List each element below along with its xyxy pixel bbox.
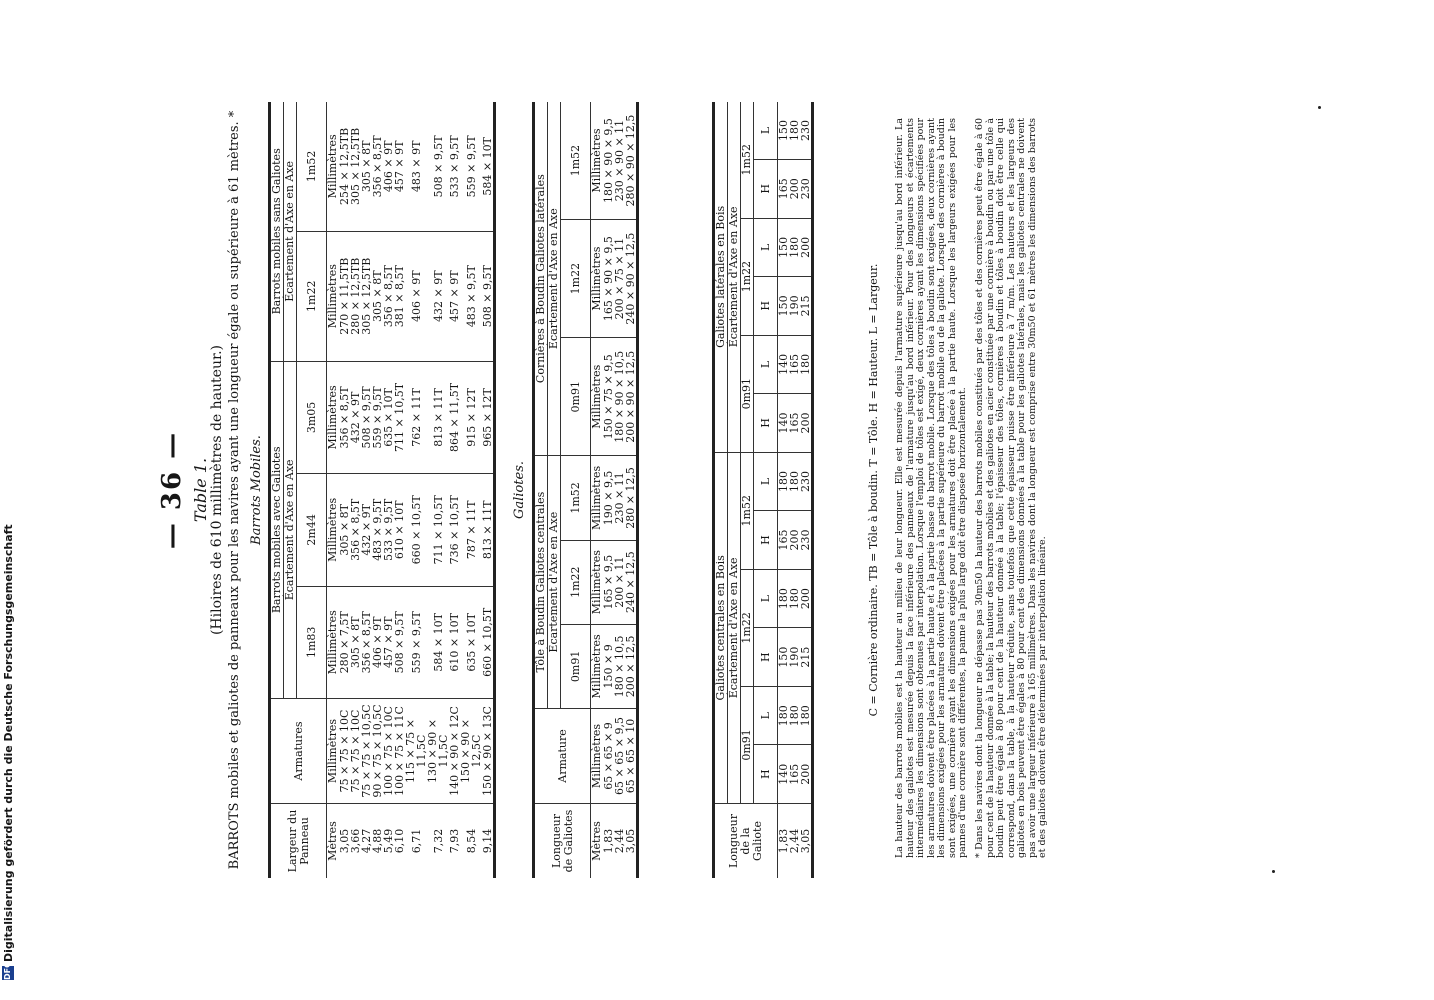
- table-cell: 230: [800, 511, 813, 570]
- hl-header-row: [754, 102, 778, 878]
- sub-1m52: 1m52: [561, 456, 591, 540]
- header-l: L: [754, 569, 778, 628]
- legend: C = Cornière ordinaire. TB = Tôle à boudin. T = Tôle. H = Hauteur. L = Largeur.: [867, 263, 880, 717]
- table-cell: 280 × 12,5TB: [350, 231, 361, 361]
- sub-1m52: 1m52: [561, 102, 591, 220]
- table-cell: 736 × 10,5T: [449, 474, 460, 586]
- unit-mm: Millimètres: [327, 361, 340, 473]
- table-cell: 280 × 7,5T: [339, 586, 350, 698]
- table-cell: 483 × 9,5T: [372, 474, 383, 586]
- table-cell: 533 × 9,5T: [449, 102, 460, 231]
- table-cell: 190: [789, 628, 800, 687]
- table-cell: 230: [800, 159, 813, 218]
- table-cell: 150: [778, 218, 790, 277]
- table-cell: 200 × 90 × 12,5: [625, 338, 638, 456]
- ecartement-tole: Écartement d'Axe en Axe: [548, 456, 561, 709]
- table-cell: 190: [789, 277, 800, 336]
- header-l: L: [754, 102, 778, 159]
- group-laterales: Galiotes latérales en Bois: [714, 102, 728, 452]
- col-armature: Armature: [534, 709, 591, 804]
- group-sans-galiotes: Barrots mobiles sans Galiotes: [270, 102, 284, 361]
- table-cell: 150 × 90 × 13C: [482, 699, 495, 804]
- table-cell: 180: [789, 218, 800, 277]
- table-cell: 140: [778, 745, 790, 804]
- table-cell: 140: [778, 394, 790, 453]
- table-cell: 660 × 10,5T: [405, 474, 427, 586]
- speck-dot: [1272, 870, 1275, 873]
- table-cell: 180: [789, 452, 800, 511]
- sidebar-text: Digitalisierung gefördert durch die Deutsche Forschungsgemeinschaft: [2, 524, 15, 962]
- table-cell: 215: [800, 628, 813, 687]
- table-cell: 270 × 11,5TB: [339, 231, 350, 361]
- galiotes-bois-body: [778, 102, 813, 878]
- sub-1m22: 1m22: [561, 540, 591, 624]
- table-cell: 406 × 9T: [372, 586, 383, 698]
- sub-3m05: 3m05: [297, 361, 327, 473]
- page-number: — 36 —: [157, 430, 187, 550]
- sub-0m91: 0m91: [741, 335, 754, 452]
- table-subtitle: (Hiloires de 610 millimètres de hauteur.): [209, 344, 225, 636]
- unit-mm: Millimètres: [591, 624, 604, 708]
- table-cell: 915 × 12T: [460, 361, 482, 473]
- table-title: Table 1.: [191, 457, 210, 523]
- table-cell: 4,88: [371, 828, 384, 854]
- header-l: L: [754, 335, 778, 394]
- table-cell: 140: [778, 335, 790, 394]
- ecartement-sans: Écartement d'Axe en Axe: [284, 102, 297, 361]
- unit-mm: Millimètres: [591, 456, 604, 540]
- unit-metres: Mètres: [326, 821, 339, 861]
- table-cell: 5,49: [382, 828, 395, 854]
- table-cell: 165: [789, 745, 800, 804]
- table-cell: 305 × 8T: [372, 231, 383, 361]
- table-cell: 406 × 9T: [383, 102, 394, 231]
- table-cell: 3,05: [799, 828, 812, 854]
- col-armatures: Armatures: [270, 699, 327, 804]
- header-l: L: [754, 686, 778, 745]
- table-cell: 100 × 75 × 10C: [383, 699, 394, 804]
- table-cell: 75 × 75 × 10C: [350, 699, 361, 804]
- table-cell: 65 × 65 × 9,5: [614, 709, 625, 804]
- dfg-logo-icon: DFG: [3, 961, 12, 980]
- sub-1m52: 1m52: [297, 102, 327, 231]
- sub-1m52: 1m52: [741, 452, 754, 569]
- table-cell: 100 × 75 × 11C: [394, 699, 405, 804]
- table-cell: 150: [778, 277, 790, 336]
- table-cell: 200: [789, 159, 800, 218]
- table-cell: 406 × 9T: [405, 231, 427, 361]
- table-cell: 200: [800, 218, 813, 277]
- table-cell: 165 × 9,5: [603, 540, 614, 624]
- table-cell: 200 × 75 × 11: [614, 220, 625, 338]
- sub-1m83: 1m83: [297, 586, 327, 698]
- table-cell: 965 × 12T: [482, 361, 495, 473]
- table-cell: 813 × 11T: [482, 474, 495, 586]
- unit-mm: Millimètres: [591, 709, 604, 804]
- header-h: H: [754, 394, 778, 453]
- ecartement-avec: Écartement d'Axe en Axe: [284, 361, 297, 698]
- table-cell: 180 × 90 × 9,5: [603, 102, 614, 220]
- table-cell: 215: [800, 277, 813, 336]
- header-l: L: [754, 218, 778, 277]
- main-title: BARROTS mobiles et galiotes de panneaux pour les navires ayant une longueur égale ou supérieure à 61 mètres. *: [227, 110, 242, 870]
- table-cell: 230: [800, 102, 813, 159]
- unit-mm: Millimètres: [591, 540, 604, 624]
- table-cell: 356 × 8,5T: [383, 231, 394, 361]
- table-cell: 6,10: [393, 828, 406, 854]
- table-cell: 200 × 12,5: [625, 624, 638, 708]
- sub-2m44: 2m44: [297, 474, 327, 586]
- speck-dot: [1318, 106, 1321, 109]
- table-cell: 200 × 11: [614, 540, 625, 624]
- table-cell: 280 × 90 × 12,5: [625, 102, 638, 220]
- table-cell: 635 × 10T: [460, 586, 482, 698]
- table-cell: 483 × 9T: [405, 102, 427, 231]
- table-cell: 762 × 11T: [405, 361, 427, 473]
- col-longueur-galiote: Longueur de la Galiote: [727, 814, 764, 868]
- col-longueur: Longueur de Galiotes: [549, 809, 575, 873]
- table-cell: 9,14: [481, 828, 494, 854]
- table-cell: 508 × 9,5T: [394, 586, 405, 698]
- table-cell: 230: [800, 452, 813, 511]
- sub-0m91: 0m91: [741, 686, 754, 803]
- table-cell: 165 × 90 × 9,5: [603, 220, 614, 338]
- table-cell: 660 × 10,5T: [482, 586, 495, 698]
- table-cell: 115 × 75 × 11,5C: [405, 699, 427, 804]
- barrots-table: [268, 102, 496, 878]
- unit-mm: Millimètres: [327, 102, 340, 231]
- table-cell: 240 × 12,5: [625, 540, 638, 624]
- table-cell: 165: [789, 394, 800, 453]
- table-cell: 180: [778, 452, 790, 511]
- table-cell: 6,71: [409, 828, 423, 854]
- table-cell: 432 × 9T: [361, 474, 372, 586]
- header-l: L: [754, 452, 778, 511]
- table-cell: 432 × 9T: [427, 231, 449, 361]
- table-cell: 8,54: [464, 828, 478, 854]
- table-cell: 240 × 90 × 12,5: [625, 220, 638, 338]
- table-cell: 180: [789, 569, 800, 628]
- group-corn: Cornières à Boudin Galiotes latérales: [534, 102, 548, 456]
- table-cell: 787 × 11T: [460, 474, 482, 586]
- table-cell: 4,27: [360, 828, 373, 854]
- table-cell: 305 × 8T: [361, 102, 372, 231]
- table-cell: 1,83: [777, 828, 790, 854]
- header-h: H: [754, 628, 778, 687]
- table-cell: 3,66: [349, 828, 362, 854]
- table-cell: 610 × 10T: [449, 586, 460, 698]
- table-cell: 7,32: [431, 828, 445, 854]
- table-cell: 150 × 9: [603, 624, 614, 708]
- table-row: [800, 102, 813, 878]
- table-cell: 864 × 11,5T: [449, 361, 460, 473]
- table-cell: 65 × 65 × 10: [625, 709, 638, 804]
- table-cell: 2,44: [613, 828, 626, 854]
- table-cell: 2,44: [788, 828, 801, 854]
- unit-mm: Millimètres: [591, 220, 604, 338]
- table-cell: 200: [800, 569, 813, 628]
- table-cell: 610 × 10T: [394, 474, 405, 586]
- table-cell: 305 × 8T: [350, 586, 361, 698]
- table-cell: 254 × 12,5TB: [339, 102, 350, 231]
- unit-mm: Millimètres: [327, 231, 340, 361]
- rotated-page: [157, 102, 1433, 878]
- table-cell: 1,83: [602, 828, 615, 854]
- table-cell: 180: [800, 335, 813, 394]
- table-cell: 432 × 9T: [350, 361, 361, 473]
- table-cell: 130 × 90 × 11,5C: [427, 699, 449, 804]
- table-cell: 190 × 9,5: [603, 456, 614, 540]
- ecartement-corn: Écartement d'Axe en Axe: [548, 102, 561, 456]
- table-cell: 559 × 9,5T: [405, 586, 427, 698]
- ecartement-centrales: Écartement d'Axe en Axe: [728, 452, 741, 803]
- sub-1m22: 1m22: [741, 569, 754, 686]
- section-barrots: Barrots Mobiles.: [249, 435, 264, 545]
- galiotes-metal-body: [603, 102, 638, 878]
- table-cell: 508 × 9,5T: [361, 361, 372, 473]
- table-cell: 457 × 9T: [394, 102, 405, 231]
- table-cell: 813 × 11T: [427, 361, 449, 473]
- galiotes-bois-table: [712, 102, 814, 878]
- table-cell: 711 × 10,5T: [394, 361, 405, 473]
- col-largeur: Largeur du Panneau: [285, 809, 311, 873]
- table-cell: 457 × 9T: [383, 586, 394, 698]
- unit-metres: Mètres: [590, 821, 603, 861]
- table-cell: 559 × 9,5T: [460, 102, 482, 231]
- note-asterisk: * Dans les navires dont la longueur ne dépasse pas 30m50 la hauteur des barrots mobiles constitués par des tôles et des cornières peut être égale à 60 pour cent de la hauteur donnée à la table; la hauteur des barrots mobiles et des galiotes en acier constituée par une cornière à boudin ou par une tôle à boudin peut être égale à 80 pour cent de la hauteur donnée à la table; l'épaisseur des tôles, cornières à boudin et tôles à boudin doit être celle qui correspond, dans la table, à la hauteur réduite, sans toutefois que cette épaisseur puisse être inférieure à 7 m/m. Les hauteurs et les largeurs des galiotes en bois peuvent être égales à 80 pour cent des dimensions données à la table pour les galiotes latérales, mais les galiotes centrales ne doivent pas avoir une largeur inférieure à 165 millimètres. Dans les navires dont la longueur est comprise entre 30m50 et 61 mètres les dimensions des barrots et des galiotes doivent être déterminées par interpolation linéaire.: [974, 118, 1048, 858]
- unit-mm: Millimètres: [591, 102, 604, 220]
- barrots-body: [339, 102, 495, 878]
- unit-mm: Millimètres: [591, 338, 604, 456]
- table-cell: 305 × 8T: [339, 474, 350, 586]
- sub-0m91: 0m91: [561, 624, 591, 708]
- galiotes-metal-table: [532, 102, 639, 878]
- table-cell: 180: [789, 102, 800, 159]
- sub-1m22: 1m22: [741, 218, 754, 335]
- note-hauteur: La hauteur des barrots mobiles est la hauteur au milieu de leur longueur. Elle est mesurée depuis l'armature supérieure jusqu'au bord inférieur. La hauteur des galiotes est mesurée depuis la face inférieure des panneaux de l'armature jusqu'au bord inférieur. Pour des longueurs et écartements intermédiaires les dimensions sont obtenues par interpolation. Lorsque l'emploi de tôles est exigé, deux cornières ayant les dimensions spécifiées pour les armatures doivent être placées à la partie haute et à la partie basse du barrot mobile. Lorsque des tôles à boudin sont exigées, deux cornières ayant les dimensions exigées pour les armatures doivent être placées à la partie supérieure du barrot mobile ou de la galiote. Lorsque des cornières à boudin sont exigées, une cornière ayant les dimensions exigées pour les armatures doit être placée à la partie haute. Lorsque les largeurs exigées pour les pannes d'une cornière sont différentes, la panne la plus large doit être disposée horizontalement.: [894, 118, 968, 858]
- table-cell: 230 × 11: [614, 456, 625, 540]
- table-cell: 305 × 12,5TB: [350, 102, 361, 231]
- table-cell: 356 × 8,5T: [361, 586, 372, 698]
- ecartement-laterales: Écartement d'Axe en Axe: [728, 102, 741, 452]
- table-cell: 3,05: [338, 828, 351, 854]
- table-cell: 200: [800, 745, 813, 804]
- table-cell: 305 × 12,5TB: [361, 231, 372, 361]
- table-cell: 200: [800, 394, 813, 453]
- table-cell: 508 × 9,5T: [482, 231, 495, 361]
- table-cell: 457 × 9T: [449, 231, 460, 361]
- header-h: H: [754, 159, 778, 218]
- table-cell: 180: [778, 686, 790, 745]
- header-h: H: [754, 277, 778, 336]
- table-row: [405, 102, 427, 878]
- table-cell: 150: [778, 628, 790, 687]
- unit-mm: Millimètres: [327, 699, 340, 804]
- table-cell: 180 × 90 × 10,5: [614, 338, 625, 456]
- table-cell: 75 × 75 × 10,5C: [361, 699, 372, 804]
- table-cell: 165: [778, 159, 790, 218]
- table-cell: 90 × 75 × 10,5C: [372, 699, 383, 804]
- table-cell: 75 × 75 × 10C: [339, 699, 350, 804]
- group-centrales: Galiotes centrales en Bois: [714, 452, 728, 803]
- sub-1m52: 1m52: [741, 102, 754, 218]
- table-cell: 533 × 9,5T: [383, 474, 394, 586]
- table-cell: 180: [789, 686, 800, 745]
- unit-mm: Millimètres: [327, 474, 340, 586]
- table-cell: 180: [800, 686, 813, 745]
- table-cell: 356 × 8,5T: [339, 361, 350, 473]
- table-row: [482, 102, 495, 878]
- table-cell: 150: [778, 102, 790, 159]
- table-cell: 150 × 90 × 12,5C: [460, 699, 482, 804]
- sub-0m91: 0m91: [561, 338, 591, 456]
- table-cell: 150 × 75 × 9,5: [603, 338, 614, 456]
- table-cell: 559 × 9,5T: [372, 361, 383, 473]
- table-cell: 180 × 10,5: [614, 624, 625, 708]
- table-cell: 584 × 10T: [482, 102, 495, 231]
- table-cell: 165: [789, 335, 800, 394]
- group-avec-galiotes: Barrots mobiles avec Galiotes: [270, 361, 284, 698]
- table-cell: 584 × 10T: [427, 586, 449, 698]
- table-cell: 711 × 10,5T: [427, 474, 449, 586]
- table-cell: 483 × 9,5T: [460, 231, 482, 361]
- table-cell: 7,93: [448, 828, 461, 854]
- table-cell: 356 × 8,5T: [372, 102, 383, 231]
- table-cell: 381 × 8,5T: [394, 231, 405, 361]
- header-h: H: [754, 745, 778, 804]
- table-cell: 356 × 8,5T: [350, 474, 361, 586]
- sub-1m22: 1m22: [561, 220, 591, 338]
- sub-1m22: 1m22: [297, 231, 327, 361]
- table-cell: 200: [789, 511, 800, 570]
- table-cell: 280 × 12,5: [625, 456, 638, 540]
- dfg-sidebar: [0, 0, 16, 1000]
- table-cell: 180: [778, 569, 790, 628]
- table-cell: 3,05: [624, 828, 637, 854]
- table-cell: 230 × 90 × 11: [614, 102, 625, 220]
- section-galiotes: Galiotes.: [512, 461, 527, 519]
- table-cell: 65 × 65 × 9: [603, 709, 614, 804]
- group-tole: Tôle à Boudin Galiotes centrales: [534, 456, 548, 709]
- table-row: [427, 102, 449, 878]
- unit-mm: Millimètres: [327, 586, 340, 698]
- table-row: [460, 102, 482, 878]
- table-cell: 165: [778, 511, 790, 570]
- table-cell: 508 × 9,5T: [427, 102, 449, 231]
- table-row: [625, 102, 638, 878]
- table-cell: 635 × 10T: [383, 361, 394, 473]
- table-cell: 140 × 90 × 12C: [449, 699, 460, 804]
- header-h: H: [754, 511, 778, 570]
